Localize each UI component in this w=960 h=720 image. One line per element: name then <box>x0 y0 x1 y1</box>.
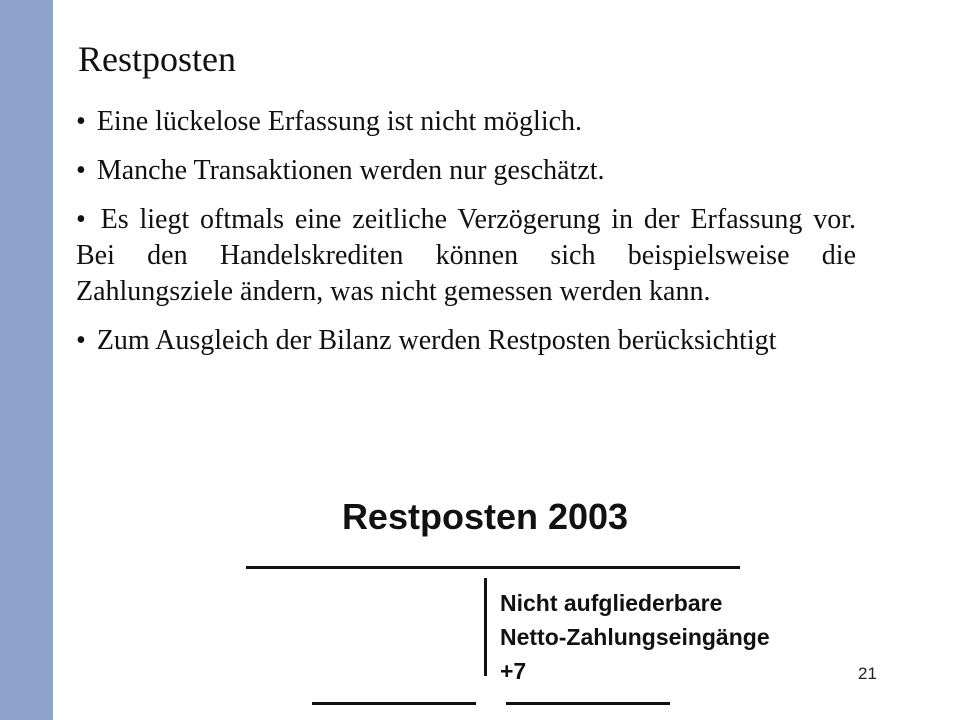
bullet-list <box>76 104 856 372</box>
bullet-item-1 <box>76 104 856 140</box>
t-account-bottom-left-line <box>312 702 476 705</box>
bullet-text-1: Eine lückelose Erfassung ist nicht möglich. <box>96 106 583 137</box>
t-account-title: Restposten 2003 <box>341 496 629 537</box>
bullet-text-4: Zum Ausgleich der Bilanz werden Restposten berücksichtigt <box>96 325 777 356</box>
t-account-right-entry <box>500 586 770 688</box>
bullet-dot: • <box>76 204 86 235</box>
t-account-divider <box>484 578 487 676</box>
bullet-text-3: Es liegt oftmals eine zeitliche Verzögerung in der Erfassung vor. Bei den Handelskrediten können sich beispielsweise die Zahlungsziele ändern, was nicht gemessen werden kann. <box>76 204 857 307</box>
bullet-item-4 <box>76 323 856 359</box>
bullet-item-2 <box>76 153 856 189</box>
slide-number: 21 <box>858 664 877 683</box>
t-account-top-line <box>246 566 740 569</box>
bullet-item-3 <box>76 202 856 310</box>
bullet-text-2: Manche Transaktionen werden nur geschätzt. <box>96 155 605 186</box>
slide-title: Restposten <box>78 39 236 79</box>
t-account-right-label-1: Nicht aufgliederbare <box>500 590 723 616</box>
t-account-right-label-2: Netto-Zahlungseingänge <box>500 624 770 650</box>
left-accent-bar <box>0 0 53 720</box>
t-account-bottom-right-line <box>506 702 670 705</box>
bullet-dot: • <box>76 106 86 137</box>
bullet-dot: • <box>76 325 86 356</box>
bullet-dot: • <box>76 155 86 186</box>
t-account-right-value: +7 <box>500 658 527 684</box>
